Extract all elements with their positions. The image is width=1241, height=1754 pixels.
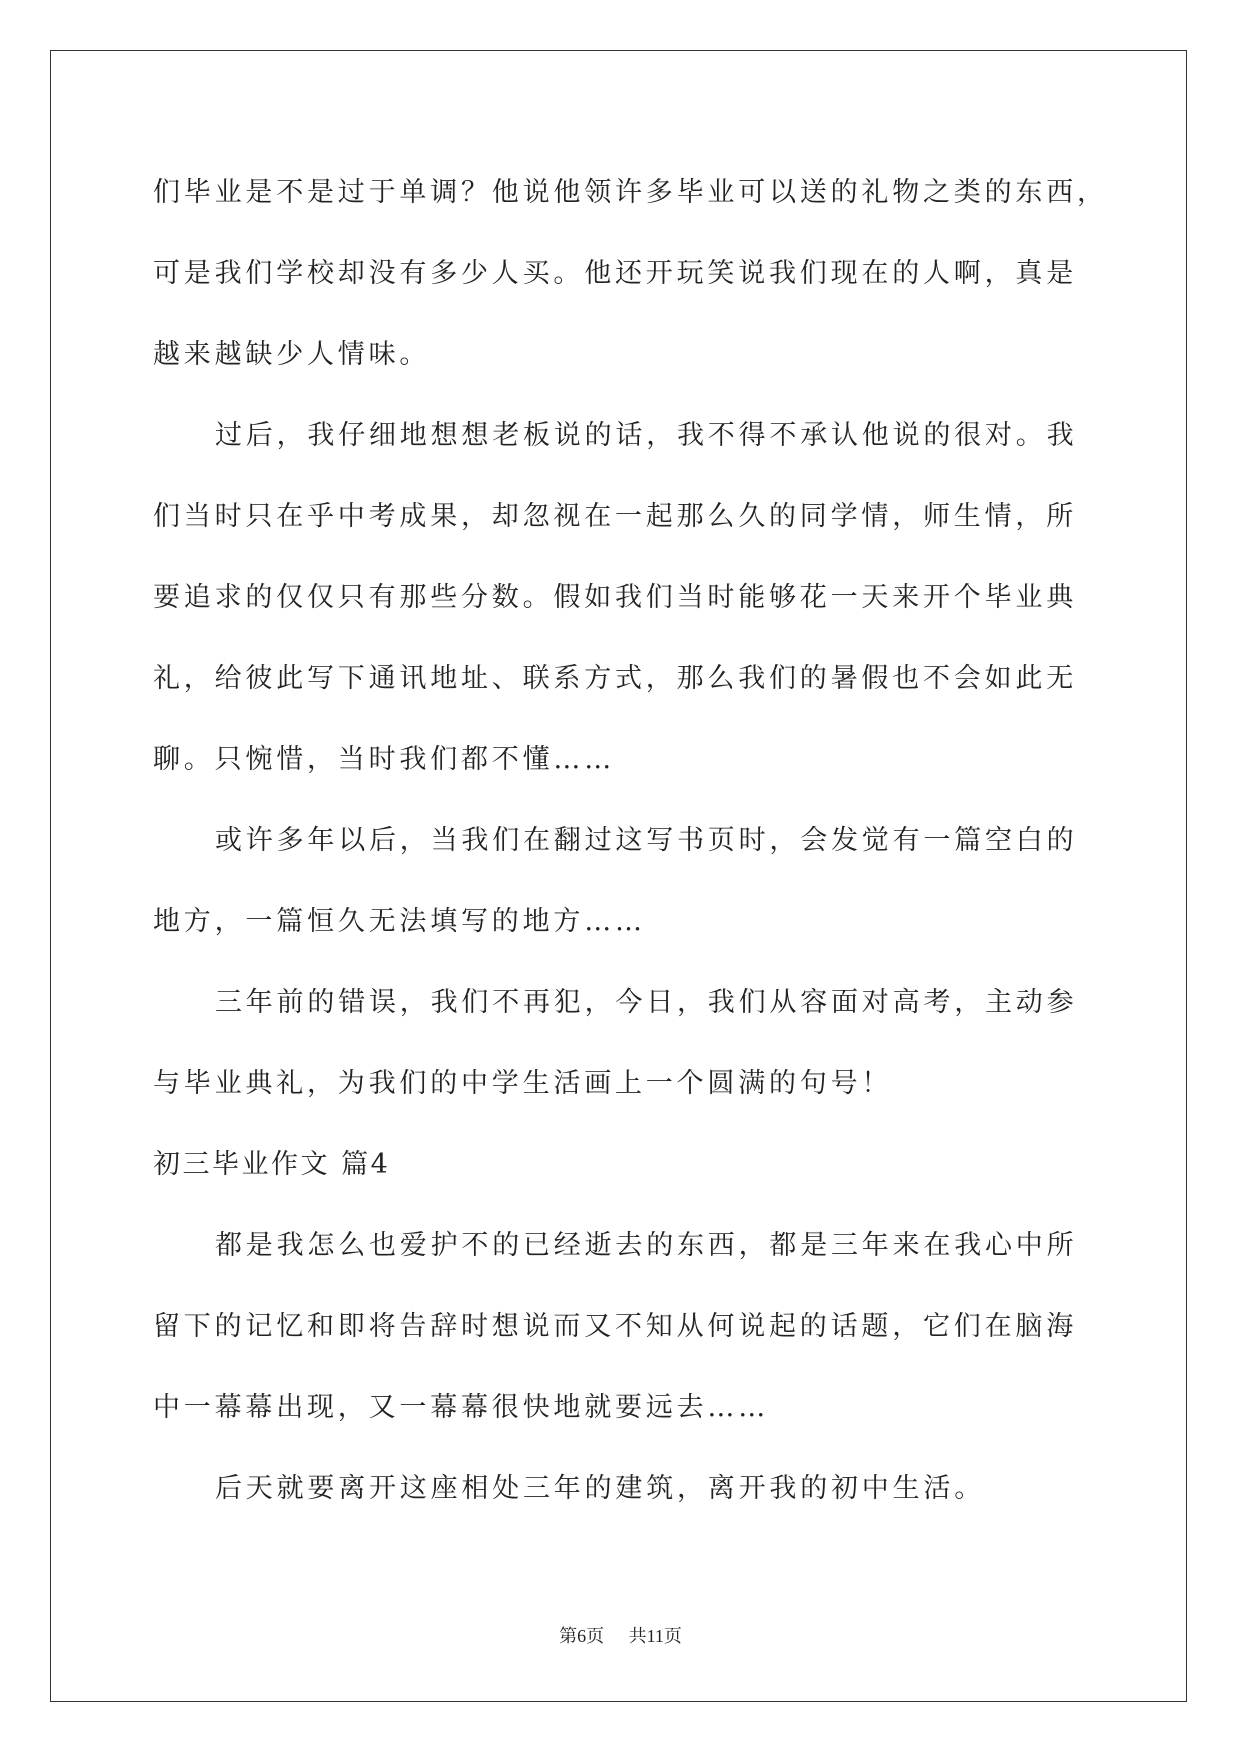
paragraph-line: 们毕业是不是过于单调？他说他领许多毕业可以送的礼物之类的东西， (153, 177, 1108, 208)
paragraph-line: 过后，我仔细地想想老板说的话，我不得不承认他说的很对。我 (215, 420, 1078, 451)
paragraph-line: 礼，给彼此写下通讯地址、联系方式，那么我们的暑假也不会如此无 (153, 663, 1077, 694)
paragraph-line: 们当时只在乎中考成果，却忽视在一起那么久的同学情，师生情，所 (153, 501, 1077, 532)
paragraph-line: 中一幕幕出现，又一幕幕很快地就要远去…… (153, 1392, 769, 1423)
paragraph-line: 留下的记忆和即将告辞时想说而又不知从何说起的话题，它们在脑海 (153, 1311, 1077, 1342)
document-body (153, 152, 1153, 1529)
paragraph-line: 后天就要离开这座相处三年的建筑，离开我的初中生活。 (215, 1473, 985, 1504)
paragraph-line: 要追求的仅仅只有那些分数。假如我们当时能够花一天来开个毕业典 (153, 582, 1077, 613)
total-page-count: 共11页 (628, 1626, 682, 1646)
section-heading: 初三毕业作文 篇4 (153, 1149, 391, 1180)
paragraph-line: 越来越缺少人情味。 (153, 339, 431, 370)
page-footer (0, 1624, 1241, 1648)
paragraph-line: 或许多年以后，当我们在翻过这写书页时，会发觉有一篇空白的 (215, 825, 1078, 856)
paragraph-line: 聊。只惋惜，当时我们都不懂…… (153, 744, 615, 775)
paragraph-line: 与毕业典礼，为我们的中学生活画上一个圆满的句号！ (153, 1068, 893, 1099)
paragraph-line: 可是我们学校却没有多少人买。他还开玩笑说我们现在的人啊，真是 (153, 258, 1077, 289)
current-page-number: 第6页 (559, 1626, 605, 1646)
paragraph-line: 都是我怎么也爱护不的已经逝去的东西，都是三年来在我心中所 (215, 1230, 1078, 1261)
paragraph-line: 三年前的错误，我们不再犯，今日，我们从容面对高考，主动参 (215, 987, 1078, 1018)
paragraph-line: 地方，一篇恒久无法填写的地方…… (153, 906, 646, 937)
